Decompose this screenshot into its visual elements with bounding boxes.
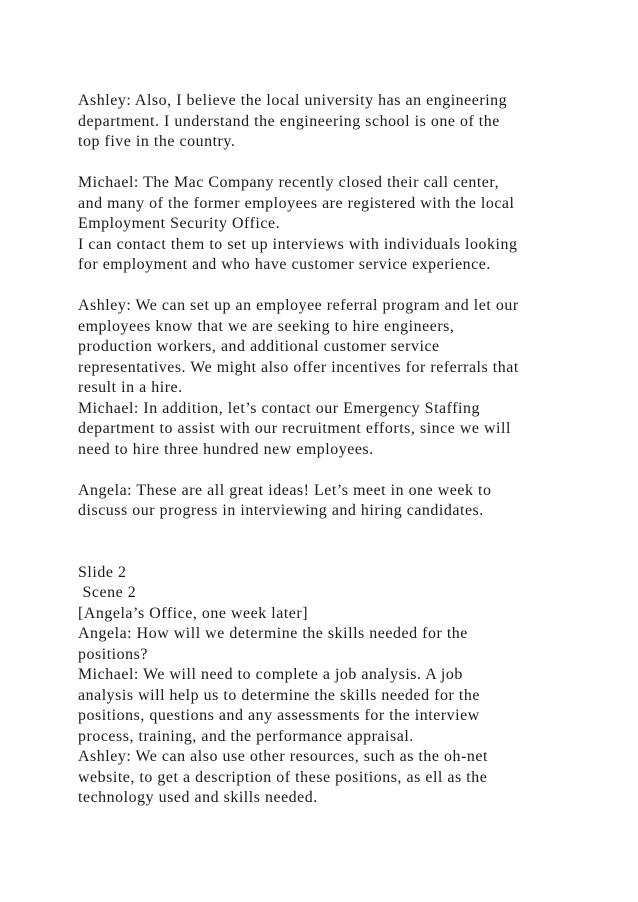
text-line: Scene 2 xyxy=(78,584,137,601)
text-line: process, training, and the performance appraisal. xyxy=(78,727,414,745)
text-line: production workers, and additional customer service xyxy=(78,338,440,355)
text-line: Angela: These are all great ideas! Let’s meet in one week to xyxy=(78,481,492,499)
text-line: Angela: How will we determine the skills needed for the xyxy=(78,625,468,642)
text-line: [Angela’s Office, one week later] xyxy=(78,604,309,622)
text-line: positions, questions and any assessments for the interview xyxy=(78,707,480,724)
text-line: representatives. We might also offer incentives for referrals that xyxy=(78,358,519,376)
text-line: I can contact them to set up interviews with individuals looking xyxy=(78,235,518,253)
text-line: technology used and skills needed. xyxy=(78,789,318,806)
blank-line xyxy=(78,276,578,297)
blank-line xyxy=(78,153,578,174)
text-line: Michael: The Mac Company recently closed their call center, xyxy=(78,174,500,191)
text-line: Ashley: We can also use other resources, such as the oh-net xyxy=(78,748,488,765)
text-line: Ashley: Also, I believe the local university has an engineering xyxy=(78,92,508,109)
text-line: Employment Security Office. xyxy=(78,215,281,232)
text-line: Michael: We will need to complete a job analysis. A job xyxy=(78,666,463,683)
text-line: discuss our progress in interviewing and hiring candidates. xyxy=(78,502,484,519)
blank-line xyxy=(78,542,578,563)
blank-line xyxy=(78,460,578,481)
text-line: employees know that we are seeking to hire engineers, xyxy=(78,317,455,335)
text-line: result in a hire. xyxy=(78,379,183,396)
blank-line xyxy=(78,522,578,543)
text-line: need to hire three hundred new employees. xyxy=(78,440,374,458)
text-line: department to assist with our recruitment efforts, since we will xyxy=(78,420,511,437)
text-line: website, to get a description of these positions, as ell as the xyxy=(78,768,488,786)
text-line: positions? xyxy=(78,645,148,663)
text-line: analysis will help us to determine the skills needed for the xyxy=(78,686,480,704)
text-line: for employment and who have customer service experience. xyxy=(78,256,491,273)
text-line: Michael: In addition, let’s contact our Emergency Staffing xyxy=(78,399,480,417)
text-line: and many of the former employees are registered with the local xyxy=(78,194,515,212)
text-line: Slide 2 xyxy=(78,563,127,581)
document-text xyxy=(78,91,578,809)
text-line: Ashley: We can set up an employee referral program and let our xyxy=(78,297,519,314)
text-line: top five in the country. xyxy=(78,133,236,150)
text-line: department. I understand the engineering school is one of the xyxy=(78,112,500,130)
